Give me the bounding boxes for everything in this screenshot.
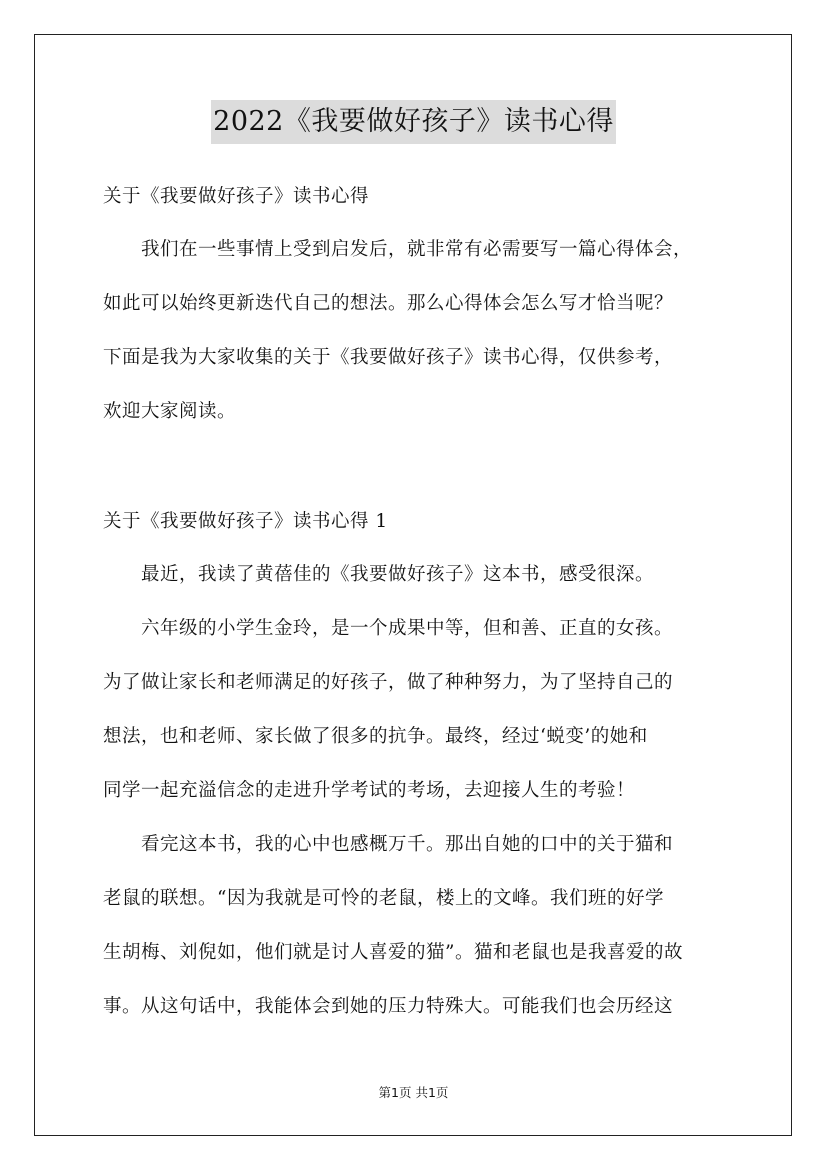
body-line: 老鼠的联想。“因为我就是可怜的老鼠，楼上的文峰。我们班的好学 xyxy=(103,888,664,909)
body-line: 看完这本书，我的心中也感概万千。那出自她的口中的关于猫和 xyxy=(141,834,674,855)
essay-heading: 关于《我要做好孩子》读书心得 1 xyxy=(103,511,388,532)
intro-line: 如此可以始终更新迭代自己的想法。那么心得体会怎么写才恰当呢？ xyxy=(103,293,674,314)
section-heading: 关于《我要做好孩子》读书心得 xyxy=(103,186,370,207)
body-line: 同学一起充溢信念的走进升学考试的考场，去迎接人生的考验！ xyxy=(103,780,636,801)
body-line: 事。从这句话中，我能体会到她的压力特殊大。可能我们也会历经这 xyxy=(103,996,674,1017)
intro-line: 下面是我为大家收集的关于《我要做好孩子》读书心得，仅供参考， xyxy=(103,347,674,368)
body-line: 最近，我读了黄蓓佳的《我要做好孩子》这本书，感受很深。 xyxy=(141,564,655,585)
intro-line: 欢迎大家阅读。 xyxy=(103,401,237,422)
body-line: 生胡梅、刘倪如，他们就是讨人喜爱的猫”。猫和老鼠也是我喜爱的故 xyxy=(103,942,683,963)
document-title: 2022《我要做好孩子》读书心得 xyxy=(211,100,616,144)
title-container xyxy=(0,100,827,144)
body-line: 为了做让家长和老师满足的好孩子，做了种种努力，为了坚持自己的 xyxy=(103,672,674,693)
page-footer: 第1页 共1页 xyxy=(378,1085,449,1100)
body-line: 想法，也和老师、家长做了很多的抗争。最终，经过‘蜕变’的她和 xyxy=(103,726,648,747)
intro-line: 我们在一些事情上受到启发后，就非常有必需要写一篇心得体会， xyxy=(141,239,693,260)
body-line: 六年级的小学生金玲，是一个成果中等，但和善、正直的女孩。 xyxy=(141,618,674,639)
